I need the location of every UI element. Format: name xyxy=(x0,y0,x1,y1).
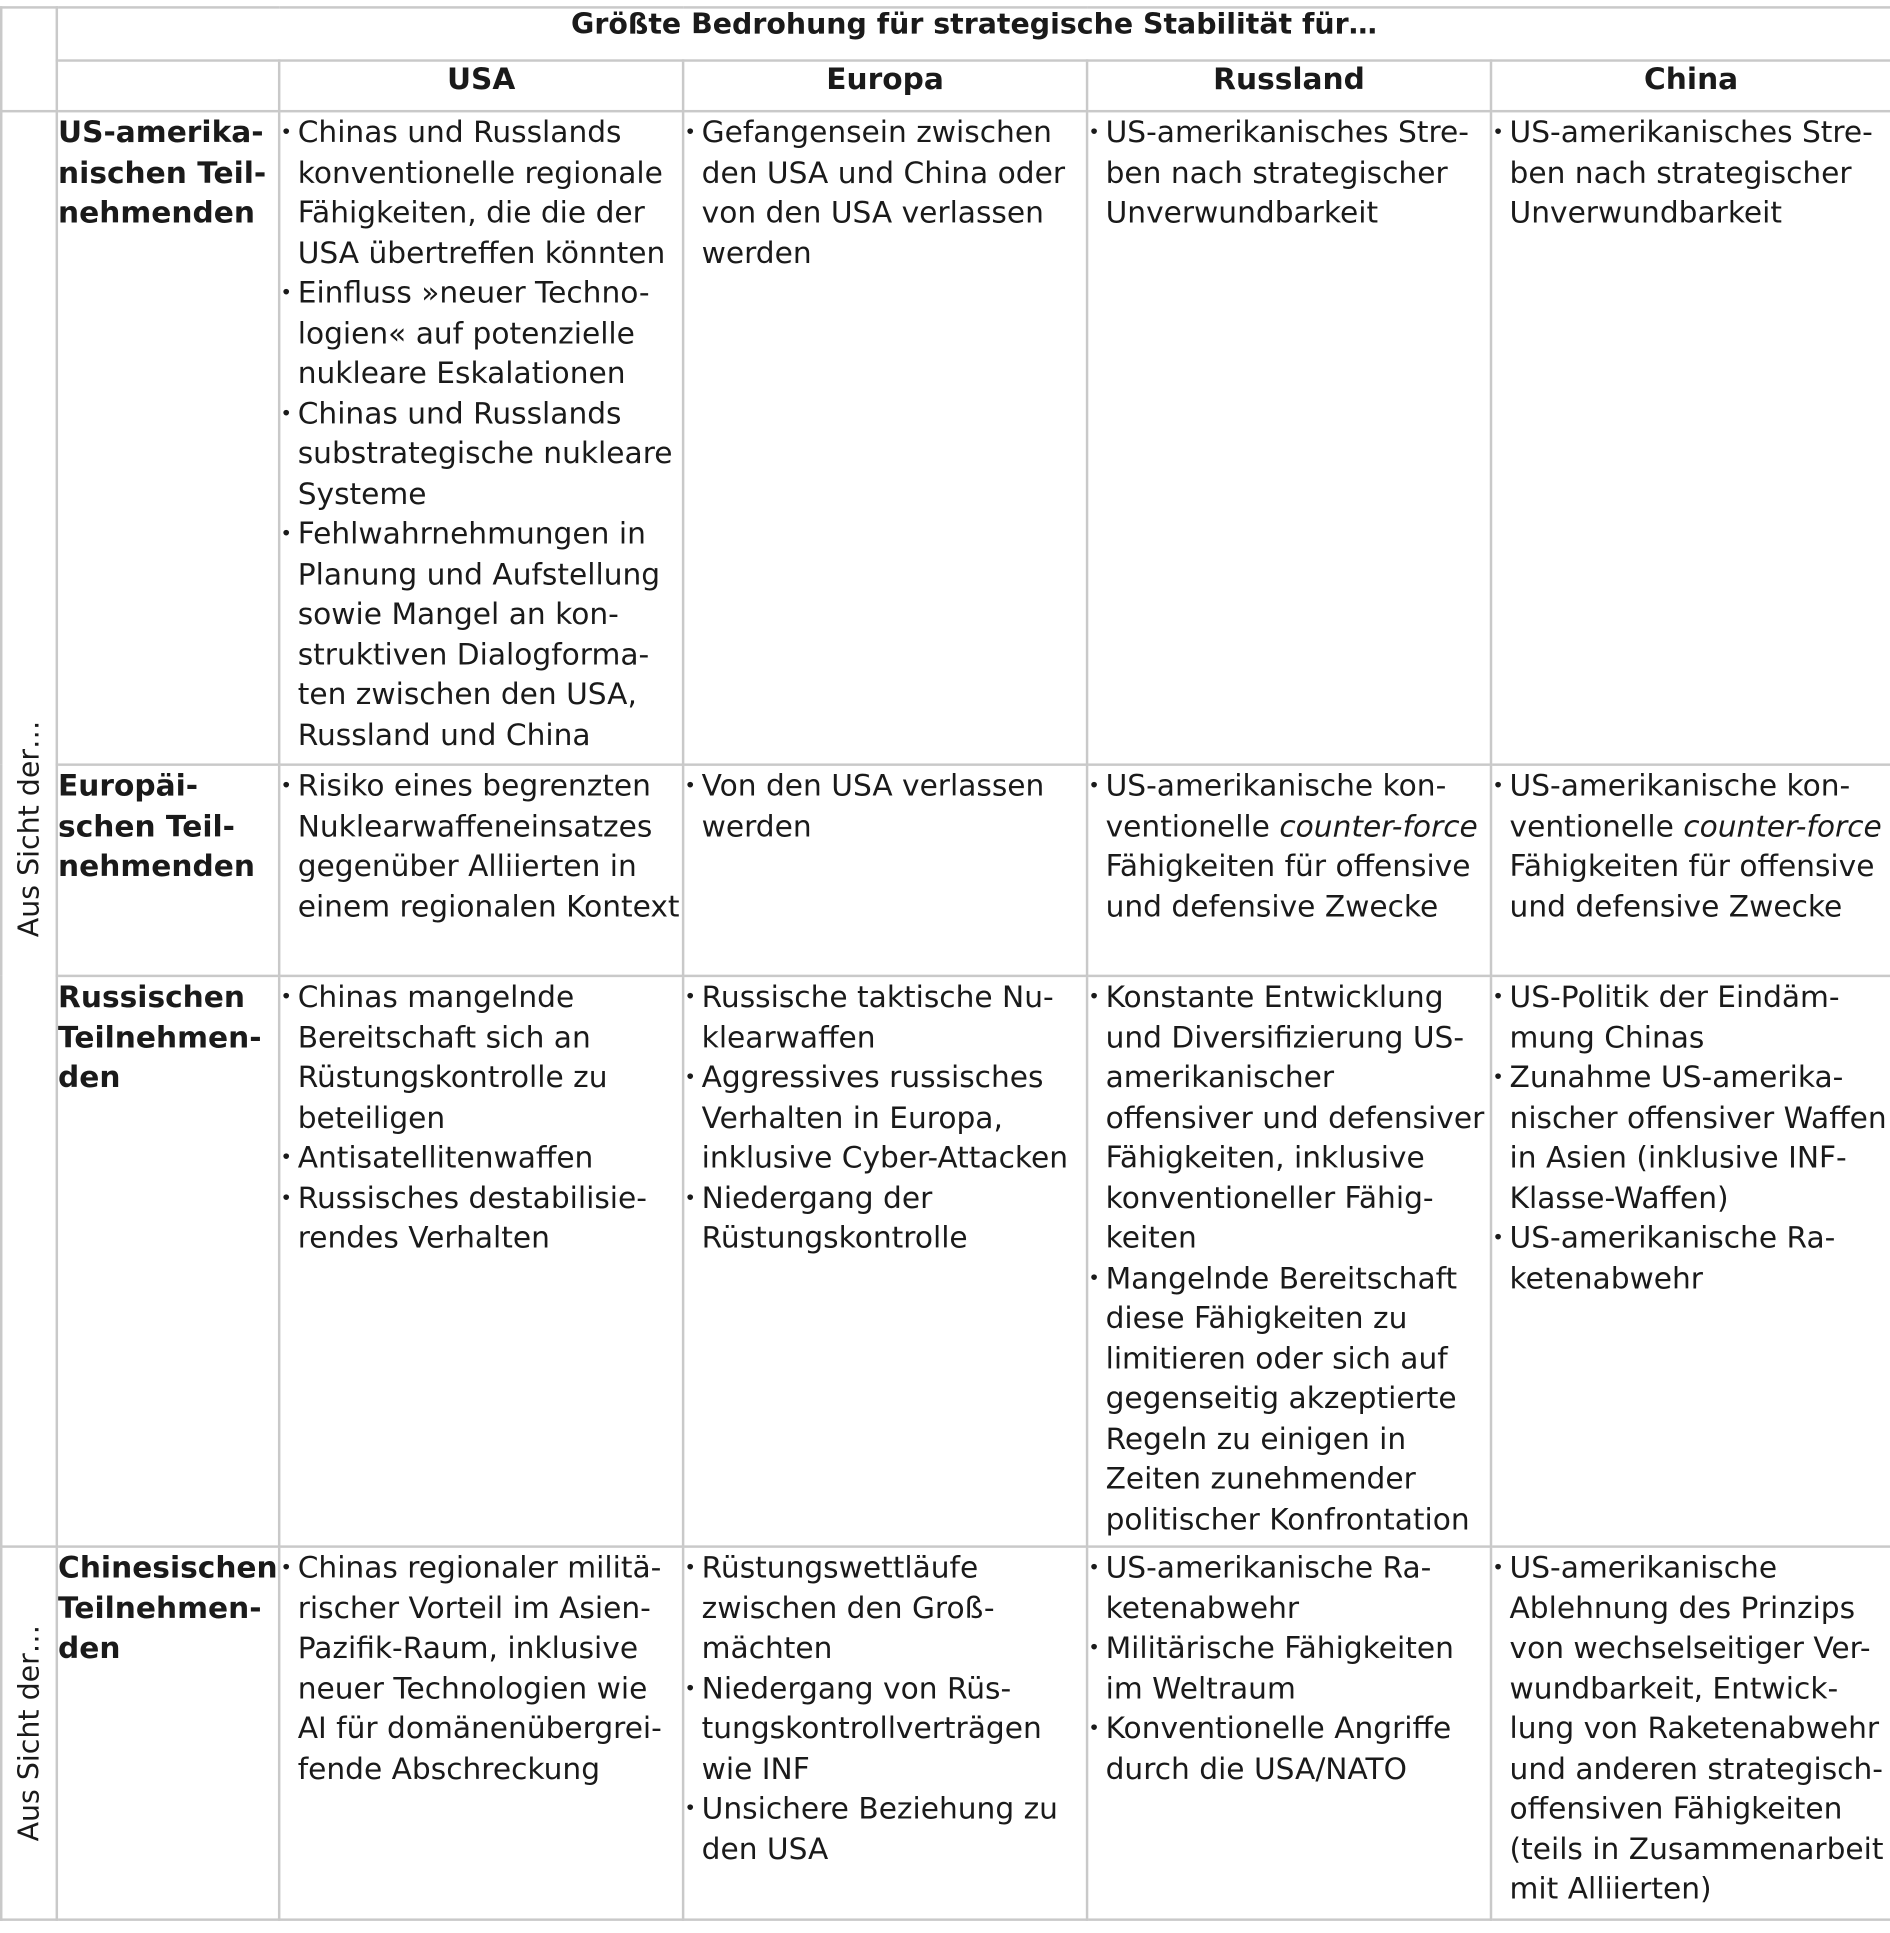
list-item: • Chinas regionaler militä- rischer Vorteil im Asien- Pazifik-Raum, inklusive neuer Technologien wie AI für domänenübergrei- fende Abschreckung xyxy=(280,1548,681,1789)
row-header-us: US-amerika- nischen Teil- nehmenden xyxy=(57,111,279,764)
column-header-russland: Russland xyxy=(1087,61,1491,112)
list-item: • US-Politik der Eindäm- mung Chinas xyxy=(1492,977,1890,1057)
side-label: Aus Sicht der… xyxy=(12,720,46,938)
cell-eu-usa xyxy=(279,765,683,976)
cell-us-russland xyxy=(1087,111,1491,764)
list-item: • US-amerikanisches Stre- ben nach strategischer Unverwundbarkeit xyxy=(1088,112,1489,232)
side-label-cell xyxy=(1,111,57,1546)
column-header-usa: USA xyxy=(279,61,683,112)
list-item: • Niedergang von Rüs- tungskontrollverträgen wie INF xyxy=(684,1668,1085,1788)
row-header-china: Chinesischen Teilnehmen- den xyxy=(57,1547,279,1920)
row-header-europa: Europäi- schen Teil- nehmenden xyxy=(57,765,279,976)
list-item: • Gefangensein zwischen den USA und China oder von den USA verlassen werden xyxy=(684,112,1085,273)
table-title: Größte Bedrohung für strategische Stabilität für… xyxy=(57,7,1890,60)
column-header-china: China xyxy=(1491,61,1890,112)
blank-header-cell xyxy=(57,61,279,112)
list-item: • Fehlwahrnehmungen in Planung und Aufstellung sowie Mangel an kon- struktiven Dialogforma- ten zwischen den USA, Russland und China xyxy=(280,514,681,755)
list-item: • US-amerikanische Ra- ketenabwehr xyxy=(1088,1548,1489,1628)
list-item: • US-amerikanische Ablehnung des Prinzips von wechselseitiger Ver- wundbarkeit, Entwick- lung von Raketenabwehr und anderen strategisch- offensiven Fähigkeiten (teils in Zusammenarbeit mit Alliierten) xyxy=(1492,1548,1890,1909)
cell-ru-china xyxy=(1491,976,1890,1547)
list-item: • Antisatellitenwaffen xyxy=(280,1138,681,1178)
table-row xyxy=(1,111,1890,764)
list-item: • Russisches destabilisie- rendes Verhalten xyxy=(280,1178,681,1258)
list-item: • Risiko eines begrenzten Nuklearwaffeneinsatzes gegenüber Alliierten in einem regionalen Kontext xyxy=(280,766,681,927)
list-item: • US-amerikanische kon- ventionelle counter-force Fähigkeiten für offensive und defensive Zwecke xyxy=(1088,766,1489,927)
list-item: • Rüstungswettläufe zwischen den Groß- mächten xyxy=(684,1548,1085,1668)
list-item: • Militärische Fähigkeiten im Weltraum xyxy=(1088,1628,1489,1708)
cell-ru-europa xyxy=(683,976,1087,1547)
cell-eu-china xyxy=(1491,765,1890,976)
list-item: • US-amerikanische Ra- ketenabwehr xyxy=(1492,1218,1890,1298)
threat-matrix-table xyxy=(0,6,1890,1921)
cell-us-europa xyxy=(683,111,1087,764)
side-label-cell xyxy=(1,1547,57,1920)
row-header-russland: Russischen Teilnehmen- den xyxy=(57,976,279,1547)
cell-ru-usa xyxy=(279,976,683,1547)
side-label: Aus Sicht der… xyxy=(12,1624,46,1842)
cell-cn-china xyxy=(1491,1547,1890,1920)
cell-cn-russland xyxy=(1087,1547,1491,1920)
table-row xyxy=(1,1547,1890,1920)
table-row xyxy=(1,765,1890,976)
list-item: • Zunahme US-amerika- nischer offensiver Waffen in Asien (inklusive INF- Klasse-Waffen) xyxy=(1492,1057,1890,1218)
cell-cn-europa xyxy=(683,1547,1087,1920)
cell-cn-usa xyxy=(279,1547,683,1920)
cell-us-usa xyxy=(279,111,683,764)
list-item: • Chinas und Russlands konventionelle regionale Fähigkeiten, die die der USA übertreffen könnten xyxy=(280,112,681,273)
cell-ru-russland xyxy=(1087,976,1491,1547)
list-item: • Einfluss »neuer Techno- logien« auf potenzielle nukleare Eskalationen xyxy=(280,273,681,393)
title-row xyxy=(1,7,1890,60)
list-item: • Von den USA verlassen werden xyxy=(684,766,1085,846)
list-item: • Mangelnde Bereitschaft diese Fähigkeiten zu limitieren oder sich auf gegenseitig akzeptierte Regeln zu einigen in Zeiten zunehmender politischer Konfrontation xyxy=(1088,1258,1489,1539)
corner-cell xyxy=(1,7,57,111)
list-item: • US-amerikanisches Stre- ben nach strategischer Unverwundbarkeit xyxy=(1492,112,1890,232)
list-item: • Russische taktische Nu- klearwaffen xyxy=(684,977,1085,1057)
list-item: • US-amerikanische kon- ventionelle counter-force Fähigkeiten für offensive und defensive Zwecke xyxy=(1492,766,1890,927)
cell-eu-russland xyxy=(1087,765,1491,976)
cell-us-china xyxy=(1491,111,1890,764)
list-item: • Unsichere Beziehung zu den USA xyxy=(684,1789,1085,1869)
list-item: • Aggressives russisches Verhalten in Europa, inklusive Cyber-Attacken xyxy=(684,1057,1085,1177)
column-header-row xyxy=(1,61,1890,112)
list-item: • Chinas und Russlands substrategische nukleare Systeme xyxy=(280,393,681,513)
table-row xyxy=(1,976,1890,1547)
list-item: • Konventionelle Angriffe durch die USA/NATO xyxy=(1088,1708,1489,1788)
list-item: • Konstante Entwicklung und Diversifizierung US-amerikanischer offensiver und defensiver Fähigkeiten, inklusive konventioneller Fähig- keiten xyxy=(1088,977,1489,1258)
list-item: • Chinas mangelnde Bereitschaft sich an Rüstungskontrolle zu beteiligen xyxy=(280,977,681,1138)
list-item: • Niedergang der Rüstungskontrolle xyxy=(684,1178,1085,1258)
cell-eu-europa xyxy=(683,765,1087,976)
column-header-europa: Europa xyxy=(683,61,1087,112)
